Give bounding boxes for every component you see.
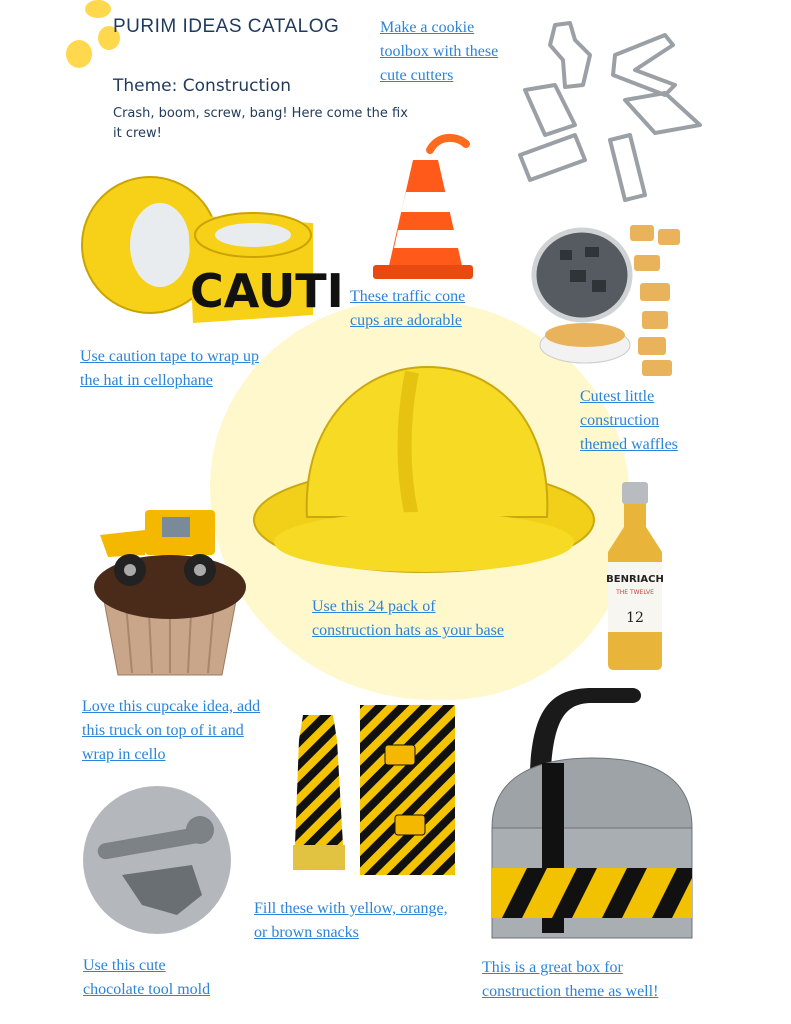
decor-dot bbox=[85, 0, 111, 18]
link-line bbox=[380, 40, 498, 64]
page-title: PURIM IDEAS CATALOG bbox=[113, 16, 340, 37]
treat-bag-icon bbox=[285, 705, 460, 880]
link-line: construction hats as your base bbox=[312, 622, 504, 639]
cookie-cutters-link[interactable] bbox=[380, 16, 498, 88]
link-line: the hat in cellophane bbox=[80, 372, 213, 389]
bottle-sub: THE TWELVE bbox=[616, 589, 654, 596]
decor-dot bbox=[66, 40, 92, 68]
traffic-cone-link[interactable] bbox=[350, 285, 465, 333]
cupcake-link[interactable] bbox=[82, 695, 260, 767]
link-line: or brown snacks bbox=[254, 924, 359, 941]
link-line: cute cutters bbox=[380, 67, 454, 84]
tape-text: CAUTI bbox=[190, 264, 344, 318]
toolbox-icon bbox=[482, 678, 712, 953]
hard-hat-icon bbox=[252, 352, 597, 587]
caution-tape-link[interactable] bbox=[80, 345, 259, 393]
link-line: wrap in cello bbox=[82, 746, 166, 763]
link-line: Make a cookie bbox=[380, 19, 475, 36]
treat-bags-link[interactable] bbox=[254, 897, 448, 945]
link-line: construction theme as well! bbox=[482, 983, 659, 1000]
link-line: cups are adorable bbox=[350, 312, 462, 329]
toolbox-link-text[interactable]: toolbox bbox=[380, 43, 429, 60]
intro-text: Crash, boom, screw, bang! Here come the fix it crew! bbox=[113, 106, 408, 141]
link-line: These traffic cone bbox=[350, 288, 466, 305]
cookie-cutter-icon bbox=[515, 15, 715, 210]
link-line: Use this 24 pack of bbox=[312, 598, 436, 615]
cupcake-truck-icon bbox=[90, 495, 250, 680]
hard-hat-link[interactable] bbox=[312, 595, 504, 643]
caution-tape-icon bbox=[78, 175, 344, 335]
link-line: Cutest little bbox=[580, 388, 655, 405]
whisky-bottle-icon bbox=[600, 482, 670, 672]
link-line: chocolate tool mold bbox=[83, 981, 211, 998]
link-line: Use caution tape to wrap up bbox=[80, 348, 260, 365]
link-line: Love this cupcake idea, add bbox=[82, 698, 261, 715]
bottle-brand: BENRIACH bbox=[606, 574, 664, 585]
link-line: Fill these with yellow, orange, bbox=[254, 900, 448, 917]
traffic-cone-icon bbox=[368, 130, 478, 285]
link-line: construction bbox=[580, 412, 660, 429]
link-line: Use this cute bbox=[83, 957, 166, 974]
theme-heading: Theme: Construction bbox=[113, 76, 292, 96]
link-line-rest: with these bbox=[428, 43, 499, 60]
tool-mold-link[interactable] bbox=[83, 954, 210, 1002]
tool-mold-icon bbox=[82, 785, 232, 935]
bottle-age: 12 bbox=[626, 610, 644, 626]
link-line: This is a great box for bbox=[482, 959, 623, 976]
toolbox-link[interactable] bbox=[482, 956, 658, 1004]
link-line: this truck on top of it and bbox=[82, 722, 244, 739]
link-line: themed waffles bbox=[580, 436, 678, 453]
